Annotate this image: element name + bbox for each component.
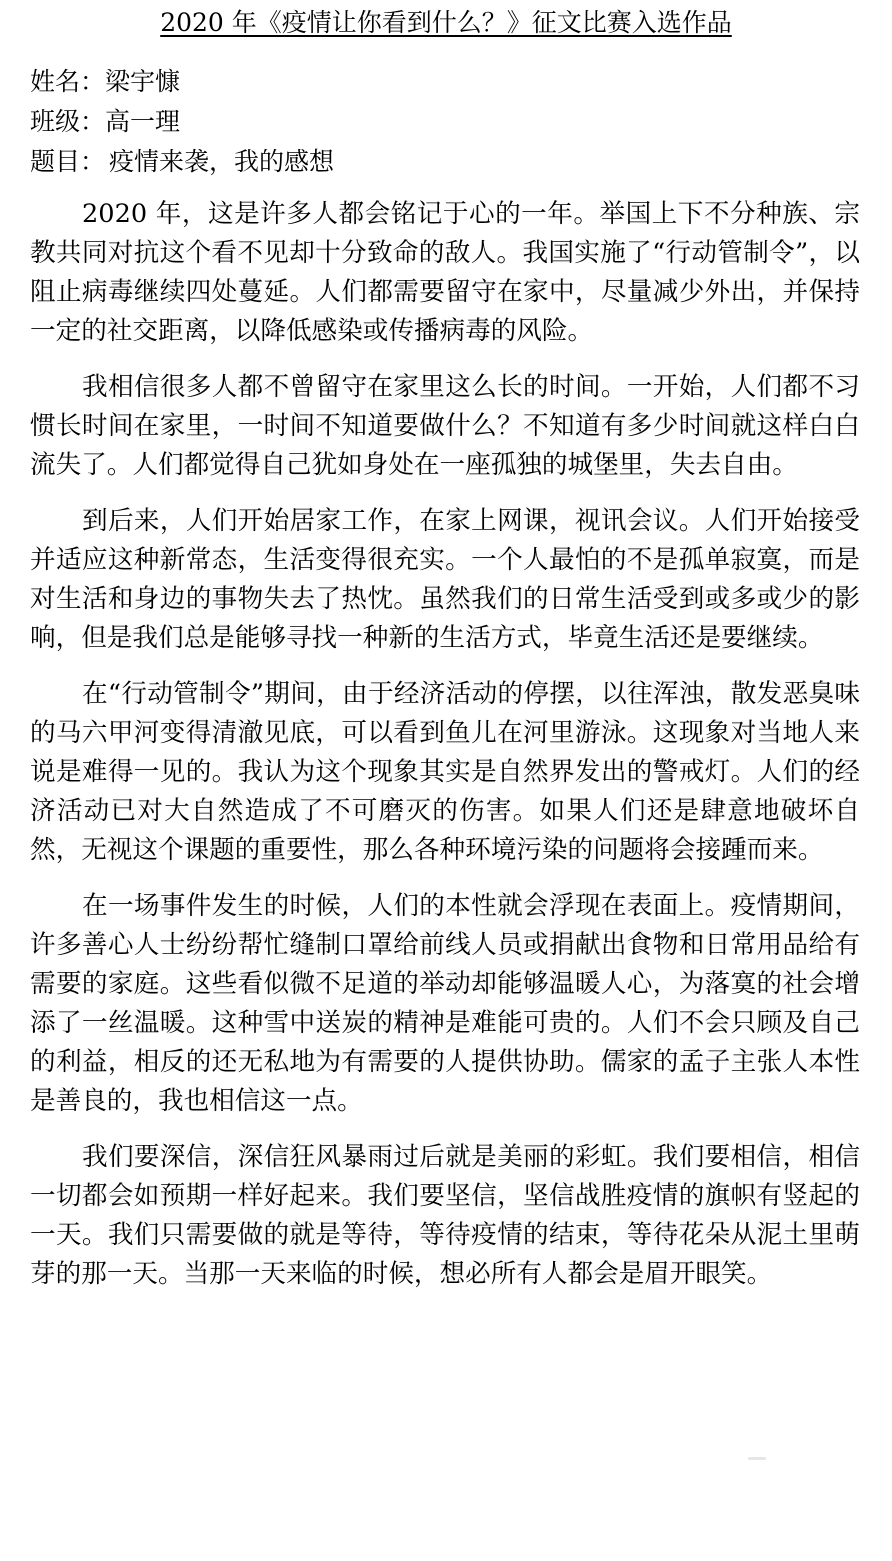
paragraph-4: 在“行动管制令”期间，由于经济活动的停摆，以往浑浊，散发恶臭味的马六甲河变得清澈见底，可以看到鱼儿在河里游泳。这现象对当地人来说是难得一见的。我认为这个现象其实是自然界发出的警戒灯。人们的经济活动已对大自然造成了不可磨灭的伤害。如果人们还是肆意地破坏自然，无视这个课题的重要性，那么各种环境污染的问题将会接踵而来。 bbox=[30, 679, 860, 865]
author-info bbox=[30, 62, 334, 182]
paragraph-1: 2020 年，这是许多人都会铭记于心的一年。举国上下不分种族、宗教共同对抗这个看不见却十分致命的敌人。我国实施了“行动管制令”，以阻止病毒继续四处蔓延。人们都需要留守在家中，尽量减少外出，并保持一定的社交距离，以降低感染或传播病毒的风险。 bbox=[30, 199, 860, 346]
name-field bbox=[30, 62, 334, 102]
name-value: 梁宇慷 bbox=[105, 67, 181, 96]
paragraph-5: 在一场事件发生的时候，人们的本性就会浮现在表面上。疫情期间，许多善心人士纷纷帮忙缝制口罩给前线人员或捐献出食物和日常用品给有需要的家庭。这些看似微不足道的举动却能够温暖人心，为落寞的社会增添了一丝温暖。这种雪中送炭的精神是难能可贵的。人们不会只顾及自己的利益，相反的还无私地为有需要的人提供协助。儒家的孟子主张人本性是善良的，我也相信这一点。 bbox=[30, 891, 860, 1116]
scan-mark bbox=[748, 1457, 766, 1460]
document-title bbox=[0, 6, 892, 40]
essay-body bbox=[30, 195, 860, 1294]
class-label: 班级： bbox=[30, 107, 106, 136]
name-label: 姓名： bbox=[30, 67, 106, 96]
paragraph-2: 我相信很多人都不曾留守在家里这么长的时间。一开始，人们都不习惯长时间在家里，一时间不知道要做什么？不知道有多少时间就这样白白流失了。人们都觉得自己犹如身处在一座孤独的城堡里，失去自由。 bbox=[30, 372, 860, 480]
topic-field bbox=[30, 142, 334, 182]
class-value: 高一理 bbox=[105, 107, 181, 136]
topic-label: 题目： bbox=[30, 147, 106, 176]
paragraph-3: 到后来，人们开始居家工作，在家上网课，视讯会议。人们开始接受并适应这种新常态，生活变得很充实。一个人最怕的不是孤单寂寞，而是对生活和身边的事物失去了热忱。虽然我们的日常生活受到或多或少的影响，但是我们总是能够寻找一种新的生活方式，毕竟生活还是要继续。 bbox=[30, 506, 860, 653]
paragraph-6: 我们要深信，深信狂风暴雨过后就是美丽的彩虹。我们要相信，相信一切都会如预期一样好起来。我们要坚信，坚信战胜疫情的旗帜有竖起的一天。我们只需要做的就是等待，等待疫情的结束，等待花朵从泥土里萌芽的那一天。当那一天来临的时候，想必所有人都会是眉开眼笑。 bbox=[30, 1142, 860, 1289]
class-field bbox=[30, 102, 334, 142]
document-title-text: 2020 年《疫情让你看到什么？》征文比赛入选作品 bbox=[160, 8, 732, 37]
topic-value: 疫情来袭，我的感想 bbox=[109, 147, 335, 176]
